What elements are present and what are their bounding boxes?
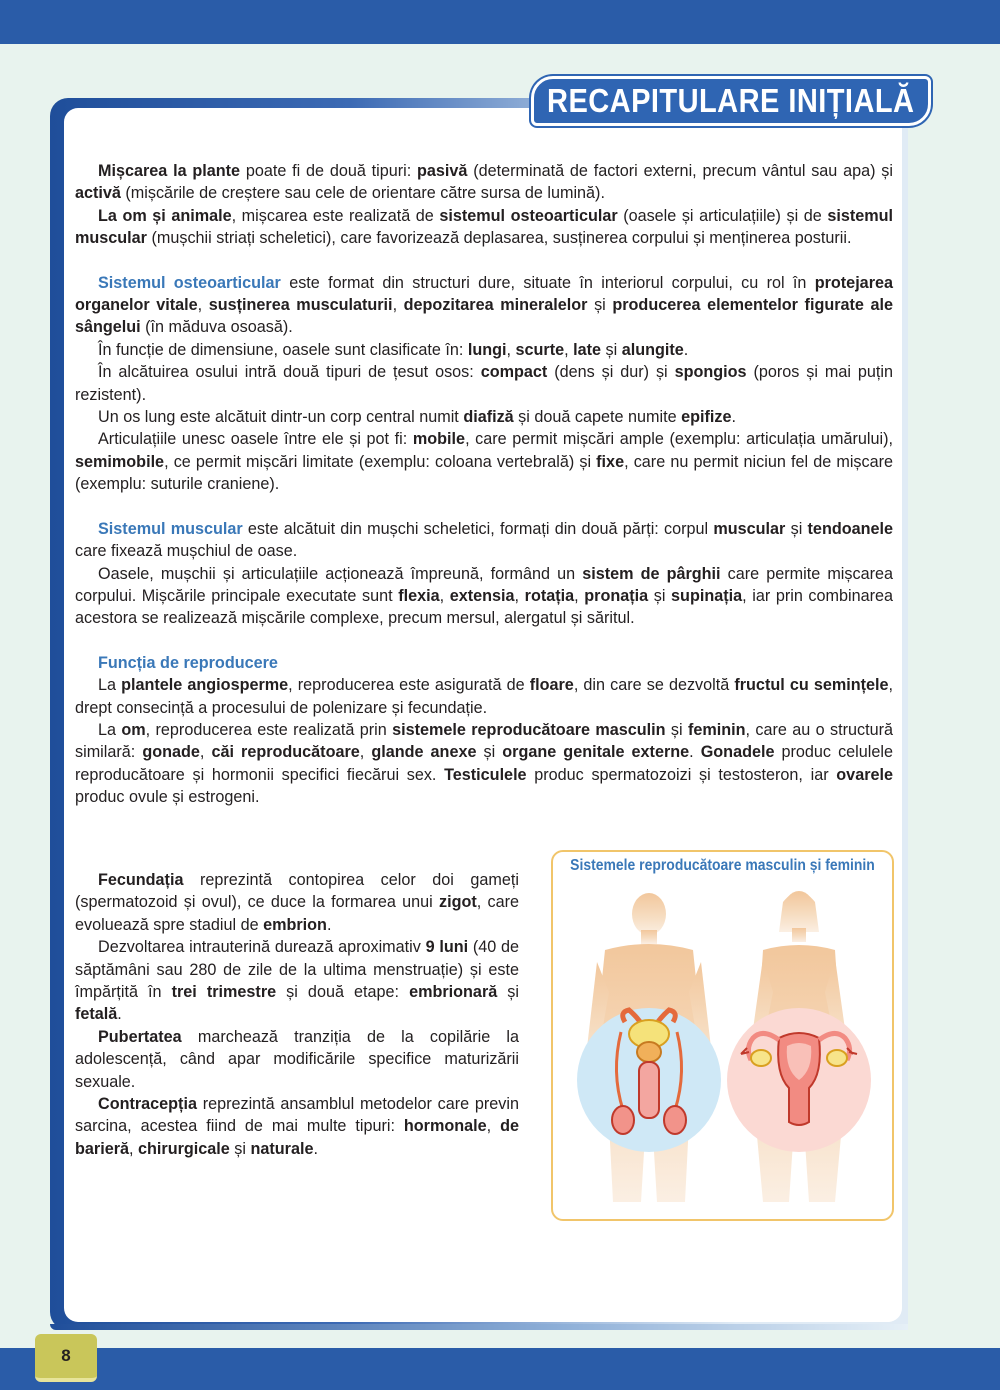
main-text (75, 160, 893, 809)
figure-illustration (553, 852, 896, 1223)
bottom-band (0, 1348, 1000, 1390)
paragraph: Sistemul muscular este alcătuit din mușchi scheletici, formați din două părți: corpul muscular și tendoanele care fixează mușchiul de oase. (75, 519, 893, 561)
top-band (0, 0, 1000, 44)
page-title (531, 76, 931, 126)
paragraph: La om și animale, mișcarea este realizată de sistemul osteoarticular (oasele și articulațiile) și de sistemul muscular (mușchii striați scheletici), care favorizează deplasarea, susținerea corpului și menținerea posturii. (75, 206, 893, 248)
paragraph: În alcătuirea osului intră două tipuri de țesut osos: compact (dens și dur) și spongios (poros și mai puțin rezistent). (75, 363, 893, 404)
paragraph: Pubertatea marchează tranziția de la copilărie la adolescență, când apar modificările specifice maturizării sexuale. (75, 1027, 519, 1091)
paragraph: Sistemul osteoarticular este format din structuri dure, situate în interiorul corpului, cu rol în protejarea organelor vitale, susținerea musculaturii, depozitarea mineralelor și producerea elementelor figurate ale sângelui (în măduva osoasă). (75, 273, 894, 337)
paragraph: Articulațiile unesc oasele între ele și pot fi: mobile, care permit mișcări ample (exemplu: articulația umărului), semimobile, ce permit mișcări limitate (exemplu: coloana vertebrală) și fixe, care nu permit niciun fel de mișcare (exemplu: suturile craniene). (75, 430, 894, 494)
paragraph: Contracepția reprezintă ansamblul metodelor care previn sarcina, acestea fiind de mai multe tipuri: hormonale, de barieră, chirurgicale și naturale. (75, 1095, 519, 1158)
page-title-text: RECAPITULARE INIȚIALĂ (547, 82, 915, 119)
page-number-badge (35, 1334, 97, 1382)
paragraph: Oasele, mușchii și articulațiile acționează împreună, formând un sistem de pârghii care permite mișcarea corpului. Mișcările principale executate sunt flexia, extensia, rotația, pronația și supinația, iar prin combinarea acestora se realizează mișcările complexe, precum mersul, alergatul și săritul. (75, 564, 894, 628)
paragraph: La plantele angiosperme, reproducerea este asigurată de floare, din care se dezvoltă fructul cu semințele, drept consecință a procesului de polenizare și fecundație. (75, 676, 894, 717)
reproductive-systems-figure (551, 850, 894, 1221)
page-number: 8 (61, 1346, 71, 1365)
paragraph: Mișcarea la plante poate fi de două tipuri: pasivă (determinată de factori externi, precum vântul sau apa) și activă (mișcările de creștere sau cele de orientare către sursa de lumină). (75, 162, 893, 203)
section-heading: Funcția de reproducere (98, 653, 278, 672)
paragraph: În funcție de dimensiune, oasele sunt clasificate în: lungi, scurte, late și alungite. (98, 340, 689, 359)
figure-title: Sistemele reproducătoare masculin și feminin (570, 857, 875, 874)
paragraph: Un os lung este alcătuit dintr-un corp central numit diafiză și două capete numite epifize. (98, 408, 736, 427)
side-text (75, 869, 519, 1160)
paragraph: Dezvoltarea intrauterină durează aproximativ 9 luni (40 de săptămâni sau 280 de zile de la ultima menstruație) și este împărțită în trei trimestre și două etape: embrionară și fetală. (75, 938, 519, 1024)
paragraph: La om, reproducerea este realizată prin sistemele reproducătoare masculin și feminin, care au o structură similară: gonade, căi reproducătoare, glande anexe și organe genitale externe. Gonadele produc celulele reproducătoare și hormonii specifici fiecărui sex. Testiculele produc spermatozoizi și testosteron, iar ovarele produc ovule și estrogeni. (75, 720, 893, 807)
paragraph: Fecundația reprezintă contopirea celor doi gameți (spermatozoid și ovul), ce duce la formarea unui zigot, care evoluează spre stadiul de embrion. (75, 871, 519, 934)
